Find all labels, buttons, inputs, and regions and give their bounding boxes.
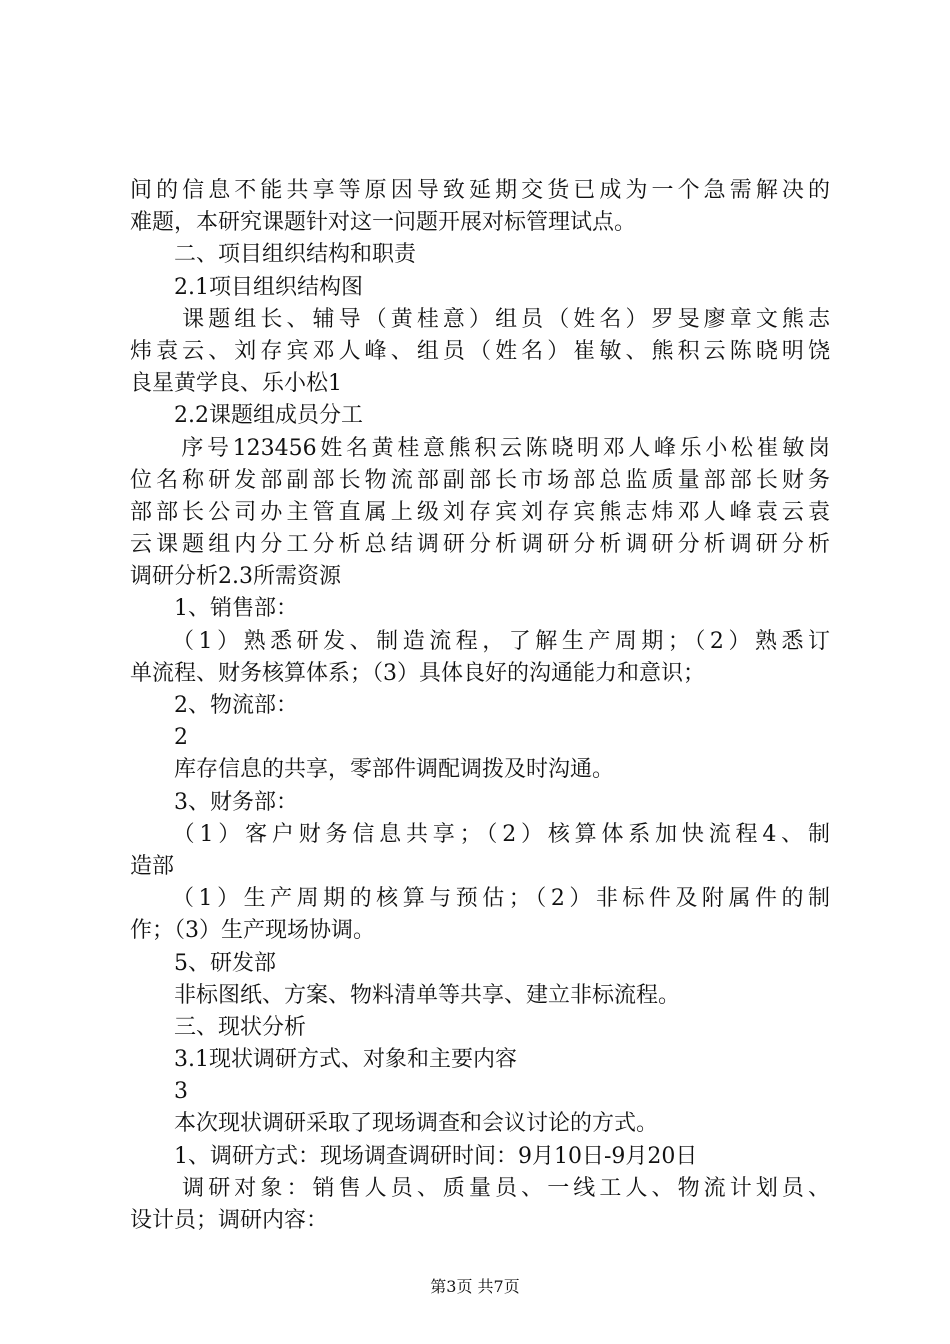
text-line: 位名称研发部副部长物流部副部长市场部总监质量部部长财务 <box>130 467 830 493</box>
list-heading: 1、销售部： <box>130 596 298 622</box>
text-line: （1）生产周期的核算与预估；（2）非标件及附属件的制 <box>130 886 830 912</box>
subsection-heading: 2.1项目组织结构图 <box>130 274 363 300</box>
text-line: 造部 <box>130 853 175 879</box>
text-line: 非标图纸、方案、物料清单等共享、建立非标流程。 <box>130 982 681 1008</box>
list-heading: 2、物流部： <box>130 693 298 718</box>
text-line: 调研对象：销售人员、质量员、一线工人、物流计划员、 <box>130 1175 830 1201</box>
text-line: 设计员；调研内容： <box>130 1208 329 1233</box>
text-line: （1）客户财务信息共享；（2）核算体系加快流程4、制 <box>130 821 830 847</box>
section-heading: 二、项目组织结构和职责 <box>130 242 417 268</box>
page-footer: 第3页 共7页 <box>430 1277 520 1296</box>
text-line: 本次现状调研采取了现场调查和会议讨论的方式。 <box>130 1111 659 1137</box>
subsection-heading: 2.2课题组成员分工 <box>130 403 363 429</box>
subsection-heading: 3.1现状调研方式、对象和主要内容 <box>130 1047 517 1073</box>
text-line: 云课题组内分工分析总结调研分析调研分析调研分析调研分析 <box>130 532 830 558</box>
text-line: 作；（3）生产现场协调。 <box>130 918 375 944</box>
text-line: 序号123456姓名黄桂意熊积云陈晓明邓人峰乐小松崔敏岗 <box>130 435 830 461</box>
text-line: 课题组长、辅导（黄桂意）组员（姓名）罗旻廖章文熊志 <box>130 306 830 332</box>
list-heading: 5、研发部 <box>130 950 276 976</box>
text-line: 部部长公司办主管直属上级刘存宾刘存宾熊志炜邓人峰袁云袁 <box>130 499 830 525</box>
page-number-marker: 3 <box>130 1079 188 1105</box>
text-line: 间的信息不能共享等原因导致延期交货已成为一个急需解决的 <box>130 178 830 203</box>
document-body <box>130 175 830 1237</box>
text-line: 调研分析2.3所需资源 <box>130 564 341 590</box>
text-line: 难题，本研究课题针对这一问题开展对标管理试点。 <box>130 210 637 236</box>
page-number-marker: 2 <box>130 725 188 751</box>
text-line: 1、调研方式：现场调查调研时间：9月10日-9月20日 <box>130 1143 698 1169</box>
text-line: 库存信息的共享，零部件调配调拨及时沟通。 <box>130 757 615 783</box>
text-line: 单流程、财务核算体系；（3）具体良好的沟通能力和意识； <box>130 660 705 686</box>
list-heading: 3、财务部： <box>130 789 298 815</box>
text-line: 炜袁云、刘存宾邓人峰、组员（姓名）崔敏、熊积云陈晓明饶 <box>130 338 830 364</box>
section-heading: 三、现状分析 <box>130 1014 307 1040</box>
text-line: 良星黄学良、乐小松1 <box>130 371 342 397</box>
text-line: （1）熟悉研发、制造流程，了解生产周期；（2）熟悉订 <box>130 628 830 654</box>
